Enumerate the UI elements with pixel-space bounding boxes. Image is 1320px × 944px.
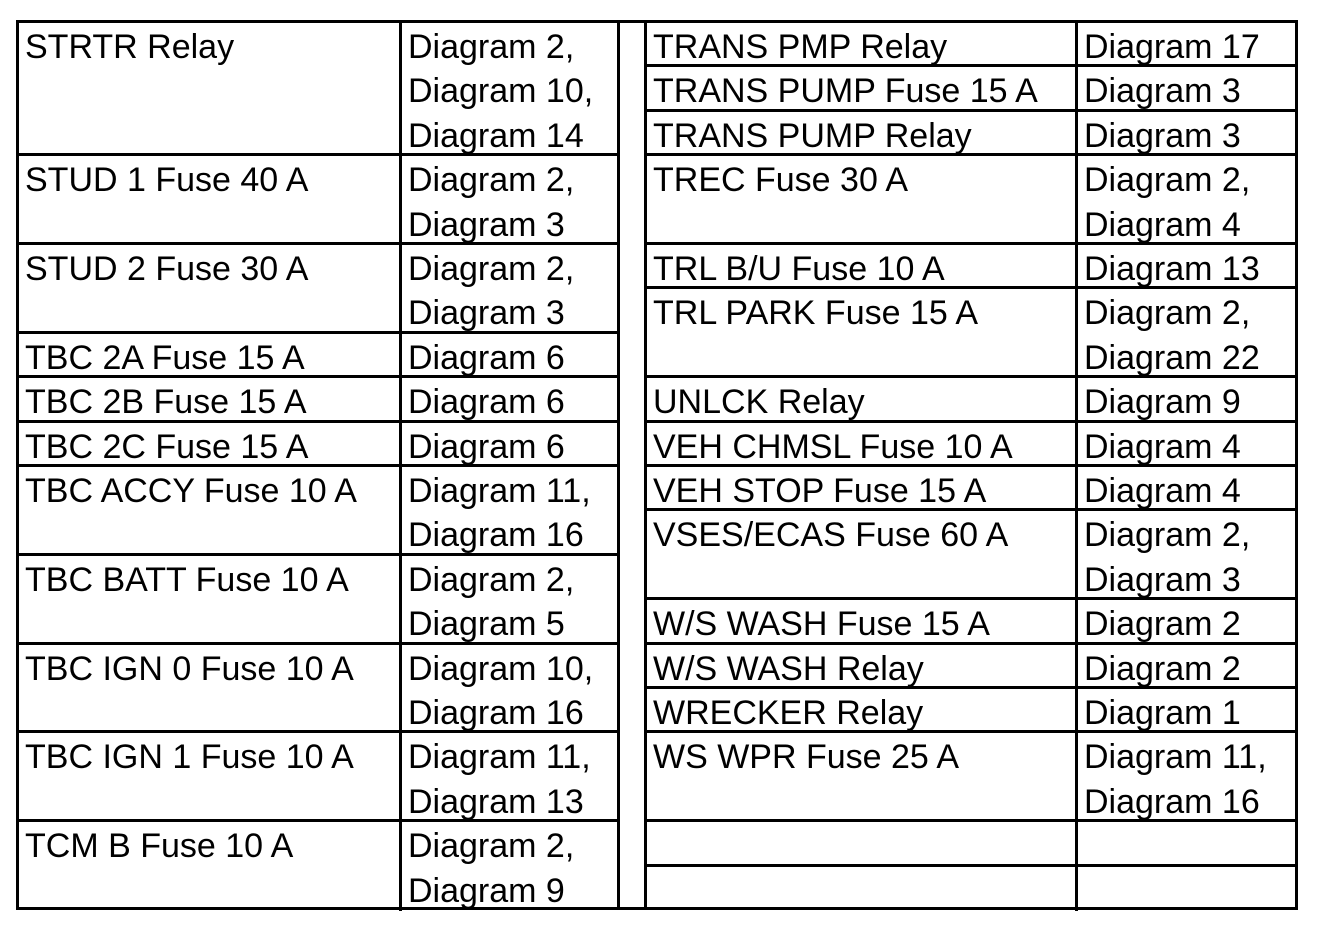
diagram-references bbox=[402, 378, 620, 422]
diagram-reference: Diagram 6 bbox=[408, 427, 565, 466]
right-column bbox=[647, 23, 1295, 907]
diagram-references bbox=[1078, 511, 1295, 597]
table-row bbox=[19, 23, 620, 156]
diagram-references bbox=[402, 733, 620, 819]
diagram-reference: Diagram 14 bbox=[408, 116, 584, 155]
component-name: TRANS PUMP Relay bbox=[647, 112, 1078, 153]
diagram-reference: Diagram 3 bbox=[1084, 560, 1241, 599]
diagram-reference: Diagram 17 bbox=[1084, 28, 1260, 66]
diagram-references bbox=[402, 334, 620, 375]
diagram-reference: Diagram 9 bbox=[408, 871, 565, 910]
diagram-reference: Diagram 5 bbox=[408, 605, 565, 644]
diagram-reference: Diagram 2, bbox=[1084, 516, 1251, 555]
table-row bbox=[19, 467, 620, 556]
diagram-reference: Diagram 2, bbox=[408, 250, 575, 288]
diagram-references bbox=[1078, 600, 1295, 644]
diagram-reference: Diagram 16 bbox=[408, 693, 584, 732]
diagram-references bbox=[402, 23, 620, 153]
table-row bbox=[19, 423, 620, 467]
table-row bbox=[647, 733, 1295, 822]
table-row bbox=[19, 645, 620, 734]
table-row bbox=[647, 689, 1295, 733]
table-row bbox=[19, 733, 620, 822]
diagram-references bbox=[1078, 156, 1295, 242]
component-name: TRL PARK Fuse 15 A bbox=[647, 289, 1078, 375]
diagram-reference: Diagram 11, bbox=[408, 738, 591, 777]
component-name: TBC 2A Fuse 15 A bbox=[19, 334, 402, 375]
diagram-references bbox=[402, 156, 620, 242]
component-name: TBC IGN 0 Fuse 10 A bbox=[19, 645, 402, 731]
table-row bbox=[647, 600, 1295, 644]
diagram-references bbox=[1078, 467, 1295, 508]
left-column bbox=[19, 23, 620, 910]
diagram-references bbox=[1078, 733, 1295, 819]
component-name: TREC Fuse 30 A bbox=[647, 156, 1078, 242]
diagram-reference: Diagram 2, bbox=[1084, 294, 1251, 333]
table-row bbox=[647, 378, 1295, 422]
diagram-reference: Diagram 16 bbox=[1084, 782, 1260, 821]
component-name: VSES/ECAS Fuse 60 A bbox=[647, 511, 1078, 597]
diagram-reference: Diagram 22 bbox=[1084, 338, 1260, 377]
component-name: WRECKER Relay bbox=[647, 689, 1078, 730]
diagram-references bbox=[1078, 378, 1295, 422]
diagram-references bbox=[402, 822, 620, 911]
table-row bbox=[647, 645, 1295, 689]
diagram-references bbox=[1078, 645, 1295, 686]
table-row bbox=[19, 156, 620, 245]
diagram-reference: Diagram 3 bbox=[408, 205, 565, 244]
column-divider bbox=[617, 23, 620, 907]
component-name: TRL B/U Fuse 10 A bbox=[647, 245, 1078, 286]
diagram-reference: Diagram 4 bbox=[1084, 205, 1241, 244]
diagram-reference: Diagram 10, bbox=[408, 72, 594, 111]
component-name: TBC IGN 1 Fuse 10 A bbox=[19, 733, 402, 819]
diagram-references bbox=[1078, 23, 1295, 64]
diagram-references bbox=[1078, 423, 1295, 464]
table-row bbox=[19, 334, 620, 378]
diagram-reference: Diagram 2, bbox=[408, 560, 575, 599]
diagram-references bbox=[1078, 67, 1295, 111]
diagram-reference: Diagram 4 bbox=[1084, 472, 1241, 510]
diagram-reference: Diagram 6 bbox=[408, 383, 565, 422]
diagram-reference: Diagram 6 bbox=[408, 338, 565, 377]
diagram-references bbox=[1078, 822, 1295, 863]
component-name: WS WPR Fuse 25 A bbox=[647, 733, 1078, 819]
diagram-reference: Diagram 3 bbox=[408, 294, 565, 333]
table-row bbox=[19, 556, 620, 645]
component-name: VEH STOP Fuse 15 A bbox=[647, 467, 1078, 508]
diagram-reference: Diagram 2, bbox=[1084, 161, 1251, 200]
diagram-references bbox=[402, 556, 620, 642]
diagram-reference bbox=[1084, 869, 1295, 913]
component-name: VEH CHMSL Fuse 10 A bbox=[647, 423, 1078, 464]
component-name bbox=[647, 867, 1078, 911]
component-name: TBC 2C Fuse 15 A bbox=[19, 423, 402, 464]
diagram-reference: Diagram 1 bbox=[1084, 694, 1241, 732]
component-name: STRTR Relay bbox=[19, 23, 402, 153]
diagram-reference: Diagram 11, bbox=[1084, 738, 1267, 777]
component-name: UNLCK Relay bbox=[647, 378, 1078, 419]
component-name: TCM B Fuse 10 A bbox=[19, 822, 402, 911]
table-row bbox=[19, 822, 620, 911]
component-name: TRANS PMP Relay bbox=[647, 23, 1078, 64]
diagram-reference: Diagram 2, bbox=[408, 28, 575, 66]
diagram-reference: Diagram 2, bbox=[408, 161, 575, 200]
diagram-references bbox=[402, 423, 620, 464]
component-name: W/S WASH Relay bbox=[647, 645, 1078, 686]
diagram-reference: Diagram 2, bbox=[408, 827, 575, 866]
table-row bbox=[647, 423, 1295, 467]
table-row bbox=[647, 112, 1295, 156]
diagram-references bbox=[402, 467, 620, 553]
table-row bbox=[647, 289, 1295, 378]
table-row bbox=[19, 378, 620, 422]
diagram-reference: Diagram 2 bbox=[1084, 605, 1241, 644]
table-row bbox=[647, 467, 1295, 511]
diagram-references bbox=[402, 645, 620, 731]
table-row bbox=[647, 245, 1295, 289]
diagram-references bbox=[402, 245, 620, 331]
diagram-reference: Diagram 13 bbox=[1084, 250, 1260, 288]
diagram-reference: Diagram 3 bbox=[1084, 116, 1241, 155]
component-name: TRANS PUMP Fuse 15 A bbox=[647, 67, 1078, 108]
diagram-reference: Diagram 16 bbox=[408, 516, 584, 555]
diagram-reference: Diagram 10, bbox=[408, 649, 594, 688]
diagram-references bbox=[1078, 867, 1295, 911]
component-name: STUD 2 Fuse 30 A bbox=[19, 245, 402, 331]
component-name: TBC ACCY Fuse 10 A bbox=[19, 467, 402, 553]
diagram-references bbox=[1078, 689, 1295, 730]
diagram-reference: Diagram 11, bbox=[408, 472, 591, 510]
diagram-reference: Diagram 9 bbox=[1084, 383, 1241, 422]
diagram-references bbox=[1078, 245, 1295, 286]
table-row bbox=[647, 67, 1295, 111]
table-row bbox=[647, 867, 1295, 911]
component-name: W/S WASH Fuse 15 A bbox=[647, 600, 1078, 641]
table-row bbox=[647, 511, 1295, 600]
diagram-reference: Diagram 3 bbox=[1084, 72, 1241, 111]
diagram-references bbox=[1078, 112, 1295, 153]
table-row bbox=[647, 822, 1295, 866]
diagram-reference: Diagram 4 bbox=[1084, 427, 1241, 466]
table-row bbox=[19, 245, 620, 334]
diagram-reference bbox=[1084, 824, 1295, 868]
table-row bbox=[647, 156, 1295, 245]
diagram-reference: Diagram 2 bbox=[1084, 649, 1241, 688]
component-name: TBC 2B Fuse 15 A bbox=[19, 378, 402, 419]
table-row bbox=[647, 23, 1295, 67]
component-name: TBC BATT Fuse 10 A bbox=[19, 556, 402, 642]
component-name bbox=[647, 822, 1078, 863]
fuse-relay-index-table bbox=[16, 20, 1298, 910]
diagram-references bbox=[1078, 289, 1295, 375]
component-name: STUD 1 Fuse 40 A bbox=[19, 156, 402, 242]
diagram-reference: Diagram 13 bbox=[408, 782, 584, 821]
